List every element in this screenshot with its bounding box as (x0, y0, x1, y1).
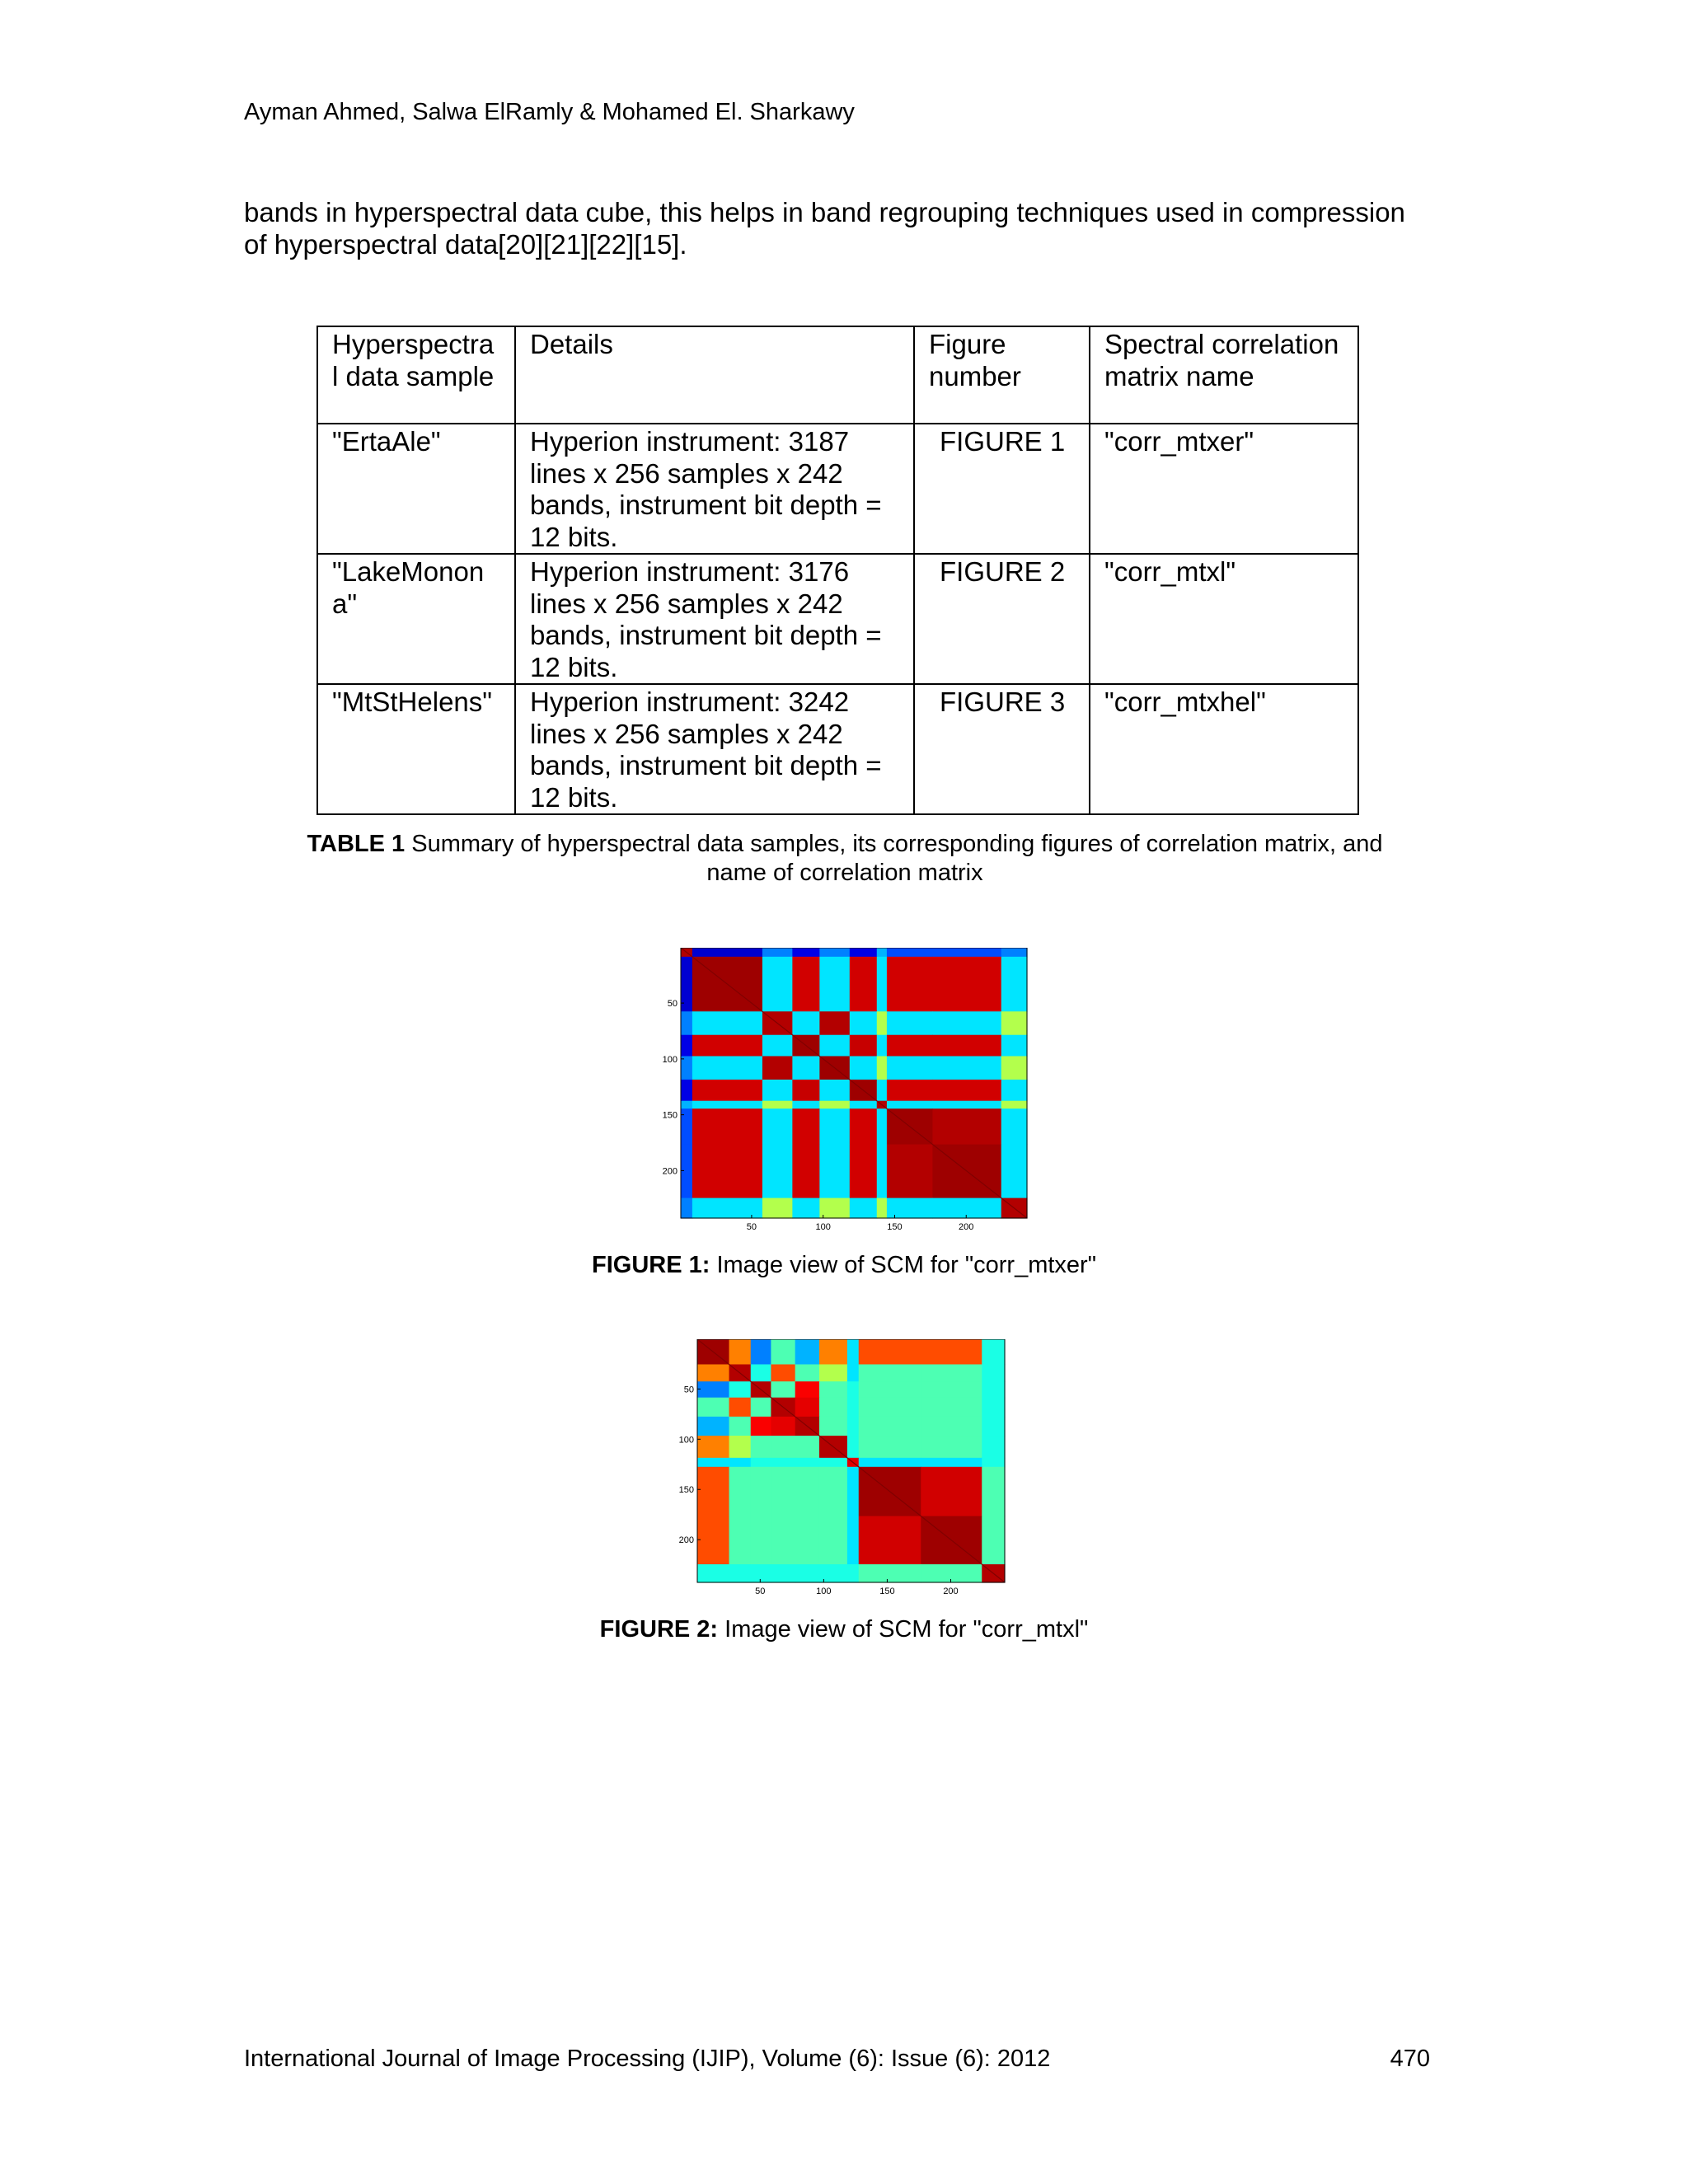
heatmap-cell (692, 1080, 763, 1101)
heatmap-cell (697, 1458, 729, 1468)
heatmap-cell (932, 1056, 1001, 1080)
heatmap-cell (932, 957, 1001, 1012)
heatmap-cell (771, 1564, 795, 1583)
heatmap-cell (1001, 1108, 1028, 1145)
heatmap-cell (795, 1364, 820, 1381)
heatmap-cell (819, 1398, 848, 1418)
heatmap-cell (795, 1467, 820, 1516)
x-tick-label: 150 (879, 1586, 895, 1596)
heatmap-cell (982, 1339, 1005, 1365)
heatmap-cell (681, 1080, 692, 1101)
heatmap-cell (877, 1080, 888, 1101)
heatmap-cell (877, 1198, 888, 1219)
heatmap-cell (729, 1564, 752, 1583)
heatmap-cell (692, 1035, 763, 1057)
x-tick-label: 50 (755, 1586, 766, 1596)
heatmap-cell (819, 948, 850, 957)
heatmap-cell (795, 1516, 820, 1565)
heatmap-cell (847, 1364, 859, 1381)
heatmap-cell (847, 1417, 859, 1436)
heatmap-cell (877, 1056, 888, 1080)
heatmap-cell (681, 1108, 692, 1145)
heatmap-cell (850, 1198, 878, 1219)
heatmap-cell (1001, 948, 1028, 957)
heatmap-cell (887, 957, 933, 1012)
heatmap-cell (762, 1145, 793, 1199)
heatmap-cell (819, 1381, 848, 1398)
body-paragraph (244, 196, 1439, 260)
heatmap-cell (921, 1398, 982, 1418)
heatmap-cell (819, 1417, 848, 1436)
heatmap-cell (859, 1398, 921, 1418)
heatmap-cell (877, 948, 888, 957)
heatmap-cell (792, 1011, 820, 1035)
heatmap-cell (982, 1398, 1005, 1418)
heatmap-cell (819, 1035, 850, 1057)
heatmap-cell (982, 1516, 1005, 1565)
heatmap-cell (771, 1381, 795, 1398)
heatmap-cell (859, 1364, 921, 1381)
table-header-row (317, 326, 1358, 424)
running-header-authors: Ayman Ahmed, Salwa ElRamly & Mohamed El. Sharkawy (244, 99, 855, 125)
heatmap-cell (771, 1436, 795, 1458)
heatmap-cell (771, 1339, 795, 1365)
heatmap-cell (847, 1467, 859, 1516)
heatmap-cell (850, 1145, 878, 1199)
cell-matrix-name: "corr_mtxhel" (1090, 684, 1358, 814)
heatmap-cell (792, 1145, 820, 1199)
heatmap-cell (697, 1436, 729, 1458)
heatmap-cell (762, 1108, 793, 1145)
figure-2-caption-text: Image view of SCM for "corr_mtxl" (718, 1616, 1089, 1643)
heatmap-cell (850, 1056, 878, 1080)
figure-1-caption-label: FIGURE 1: (592, 1252, 710, 1278)
heatmap-cell (932, 948, 1001, 957)
heatmap-cell (819, 1101, 850, 1109)
figure-1-caption-text: Image view of SCM for "corr_mtxer" (710, 1252, 1096, 1278)
heatmap-cell (921, 1436, 982, 1458)
y-tick-label: 100 (662, 1054, 678, 1065)
cell-figure: FIGURE 3 (914, 684, 1090, 814)
heatmap-cell (887, 1056, 933, 1080)
heatmap-cell (887, 1101, 933, 1109)
heatmap-cell (697, 1398, 729, 1418)
heatmap-cell (921, 1467, 982, 1516)
heatmap-cell (847, 1381, 859, 1398)
y-tick-label: 200 (678, 1535, 694, 1546)
cell-matrix-name: "corr_mtxl" (1090, 554, 1358, 684)
heatmap-cell (819, 1145, 850, 1199)
heatmap-cell (692, 1108, 763, 1145)
heatmap-cell (751, 1564, 771, 1583)
y-tick-label: 100 (678, 1435, 694, 1446)
heatmap-cell (859, 1458, 921, 1468)
heatmap-cell (921, 1364, 982, 1381)
heatmap-cell (1001, 1101, 1028, 1109)
body-line-1: bands in hyperspectral data cube, this helps in band regrouping techniques used in compression (244, 197, 1405, 227)
heatmap-cell (877, 1011, 888, 1035)
heatmap-cell (795, 1564, 820, 1583)
heatmap-cell (877, 1035, 888, 1057)
figure-2-caption-label: FIGURE 2: (599, 1616, 719, 1643)
heatmap-cell (819, 1364, 848, 1381)
heatmap-cell (751, 1516, 771, 1565)
heatmap-cell (847, 1516, 859, 1565)
heatmap-cell (792, 957, 820, 1012)
heatmap-cell (877, 1108, 888, 1145)
heatmap-cell (771, 1516, 795, 1565)
heatmap-cell (681, 957, 692, 1012)
heatmap-cell (792, 1056, 820, 1080)
heatmap-cell (859, 1339, 921, 1365)
heatmap-cell (751, 1364, 771, 1381)
heatmap-cell (819, 1198, 850, 1219)
heatmap-cell (982, 1417, 1005, 1436)
heatmap-cell (771, 1364, 795, 1381)
cell-details: Hyperion instrument: 3176 lines x 256 samples x 242 bands, instrument bit depth = 12 bits. (515, 554, 914, 684)
table-row (317, 684, 1358, 814)
heatmap-cell (771, 1417, 795, 1436)
cell-matrix-name: "corr_mtxer" (1090, 424, 1358, 554)
heatmap-cell (729, 1467, 752, 1516)
heatmap-cell (921, 1339, 982, 1365)
heatmap-cell (697, 1564, 729, 1583)
figure-1-heatmap (659, 948, 1039, 1244)
x-tick-label: 100 (815, 1222, 831, 1232)
heatmap-cell (847, 1398, 859, 1418)
heatmap-cell (795, 1398, 820, 1418)
heatmap-cell (921, 1417, 982, 1436)
heatmap-cell (859, 1436, 921, 1458)
heatmap-cell (887, 1035, 933, 1057)
heatmap-cell (762, 1101, 793, 1109)
heatmap-cell (1001, 1011, 1028, 1035)
figure-1-caption (432, 1251, 1256, 1280)
heatmap-cell (697, 1467, 729, 1516)
y-tick-label: 150 (662, 1110, 678, 1121)
figure-2-caption (432, 1615, 1256, 1644)
figure-2-heatmap (676, 1339, 1022, 1603)
heatmap-cell (792, 1198, 820, 1219)
cell-figure: FIGURE 2 (914, 554, 1090, 684)
table-row (317, 554, 1358, 684)
heatmap-cell (850, 957, 878, 1012)
heatmap-cell (762, 957, 793, 1012)
cell-sample: "LakeMonon a" (317, 554, 515, 684)
heatmap-cell (859, 1516, 921, 1565)
heatmap-cell (771, 1458, 795, 1468)
header-sample: Hyperspectra l data sample (317, 326, 515, 424)
heatmap-cell (729, 1458, 752, 1468)
heatmap-cell (932, 1101, 1001, 1109)
heatmap-cell (859, 1564, 921, 1583)
heatmap-cell (850, 1108, 878, 1145)
heatmap-cell (982, 1467, 1005, 1516)
x-tick-label: 200 (943, 1586, 959, 1596)
heatmap-cell (847, 1564, 859, 1583)
summary-table (316, 326, 1359, 815)
heatmap-cell (850, 948, 878, 957)
heatmap-cell (681, 1145, 692, 1199)
heatmap-cell (762, 1035, 793, 1057)
heatmap-cell (692, 1011, 763, 1035)
heatmap-cell (1001, 1035, 1028, 1057)
heatmap-cell (921, 1458, 982, 1468)
heatmap-cell (771, 1467, 795, 1516)
y-tick-label: 150 (678, 1485, 694, 1496)
heatmap-cell (792, 1108, 820, 1145)
heatmap-cell (795, 1436, 820, 1458)
heatmap-cell (819, 1108, 850, 1145)
heatmap-cell (819, 1516, 848, 1565)
heatmap-cell (819, 957, 850, 1012)
header-details: Details (515, 326, 914, 424)
heatmap-cell (887, 1080, 933, 1101)
heatmap-cell (697, 1516, 729, 1565)
heatmap-cell (697, 1417, 729, 1436)
heatmap-cell (819, 1080, 850, 1101)
heatmap-cell (697, 1381, 729, 1398)
header-matrix-name: Spectral correlation matrix name (1090, 326, 1358, 424)
cell-sample: "ErtaAle" (317, 424, 515, 554)
heatmap-cell (982, 1458, 1005, 1468)
cell-details: Hyperion instrument: 3242 lines x 256 samples x 242 bands, instrument bit depth = 12 bits. (515, 684, 914, 814)
heatmap-cell (932, 1035, 1001, 1057)
x-tick-label: 50 (746, 1222, 757, 1232)
heatmap-cell (850, 1101, 878, 1109)
heatmap-cell (792, 1080, 820, 1101)
heatmap-cell (859, 1417, 921, 1436)
heatmap-cell (921, 1381, 982, 1398)
heatmap-cell (729, 1417, 752, 1436)
header-figure: Figure number (914, 326, 1090, 424)
heatmap-cell (751, 1339, 771, 1365)
heatmap-cell (887, 1011, 933, 1035)
body-line-2: of hyperspectral data[20][21][22][15]. (244, 229, 687, 260)
heatmap-cell (792, 948, 820, 957)
heatmap-cell (1001, 1056, 1028, 1080)
heatmap-cell (877, 1145, 888, 1199)
heatmap-cell (982, 1381, 1005, 1398)
heatmap-cell (729, 1381, 752, 1398)
heatmap-cell (859, 1381, 921, 1398)
heatmap-cell (887, 1198, 933, 1219)
heatmap-cell (729, 1516, 752, 1565)
heatmap-cell (850, 1011, 878, 1035)
heatmap-cell (795, 1458, 820, 1468)
heatmap-cell (819, 1011, 850, 1035)
heatmap-cell (751, 1417, 771, 1436)
heatmap-cell (751, 1436, 771, 1458)
heatmap-cell (751, 1458, 771, 1468)
heatmap-cell (692, 1101, 763, 1109)
heatmap-cell (692, 948, 763, 957)
heatmap-cell (795, 1381, 820, 1398)
heatmap-cell (877, 957, 888, 1012)
heatmap-cell (887, 1145, 933, 1199)
heatmap-cell (850, 1035, 878, 1057)
heatmap-cell (681, 1011, 692, 1035)
heatmap-cell (751, 1467, 771, 1516)
heatmap-cell (762, 1056, 793, 1080)
heatmap-cell (697, 1364, 729, 1381)
heatmap-cell (762, 1080, 793, 1101)
heatmap-cell (681, 1198, 692, 1219)
heatmap-cell (932, 1108, 1001, 1145)
footer-journal: International Journal of Image Processing (IJIP), Volume (6): Issue (6): 2012 (244, 2046, 1051, 2072)
table-caption-label: TABLE 1 (307, 831, 406, 857)
heatmap-cell (729, 1436, 752, 1458)
heatmap-cell (692, 1145, 763, 1199)
heatmap-cell (762, 1198, 793, 1219)
y-tick-label: 200 (662, 1166, 678, 1177)
heatmap-cell (681, 1035, 692, 1057)
heatmap-cell (1001, 1080, 1028, 1101)
y-tick-label: 50 (683, 1385, 694, 1395)
heatmap-cell (762, 948, 793, 957)
table-caption-text: Summary of hyperspectral data samples, its corresponding figures of correlation matrix, and name of correlation matrix (405, 831, 1383, 886)
y-tick-label: 50 (667, 999, 678, 1010)
heatmap-cell (1001, 957, 1028, 1012)
heatmap-cell (932, 1080, 1001, 1101)
heatmap-cell (751, 1398, 771, 1418)
heatmap-cell (819, 1339, 848, 1365)
heatmap-cell (729, 1339, 752, 1365)
x-tick-label: 150 (887, 1222, 903, 1232)
table-row (317, 424, 1358, 554)
heatmap-cell (681, 1056, 692, 1080)
footer-page-number: 470 (1390, 2046, 1430, 2072)
heatmap-cell (792, 1101, 820, 1109)
heatmap-cell (819, 1458, 848, 1468)
heatmap-cell (887, 948, 933, 957)
heatmap-cell (1001, 1145, 1028, 1199)
heatmap-cell (982, 1364, 1005, 1381)
heatmap-cell (847, 1339, 859, 1365)
cell-sample: "MtStHelens" (317, 684, 515, 814)
cell-details: Hyperion instrument: 3187 lines x 256 samples x 242 bands, instrument bit depth = 12 bits. (515, 424, 914, 554)
heatmap-cell (819, 1467, 848, 1516)
heatmap-cell (847, 1436, 859, 1458)
heatmap-cell (921, 1564, 982, 1583)
heatmap-cell (982, 1436, 1005, 1458)
x-tick-label: 100 (816, 1586, 832, 1596)
heatmap-cell (681, 1101, 692, 1109)
heatmap-cell (692, 1056, 763, 1080)
heatmap-cell (932, 1198, 1001, 1219)
x-tick-label: 200 (959, 1222, 974, 1232)
table-caption (280, 830, 1409, 888)
heatmap-cell (692, 1198, 763, 1219)
heatmap-cell (795, 1339, 820, 1365)
heatmap-cell (729, 1398, 752, 1418)
cell-figure: FIGURE 1 (914, 424, 1090, 554)
heatmap-cell (932, 1011, 1001, 1035)
